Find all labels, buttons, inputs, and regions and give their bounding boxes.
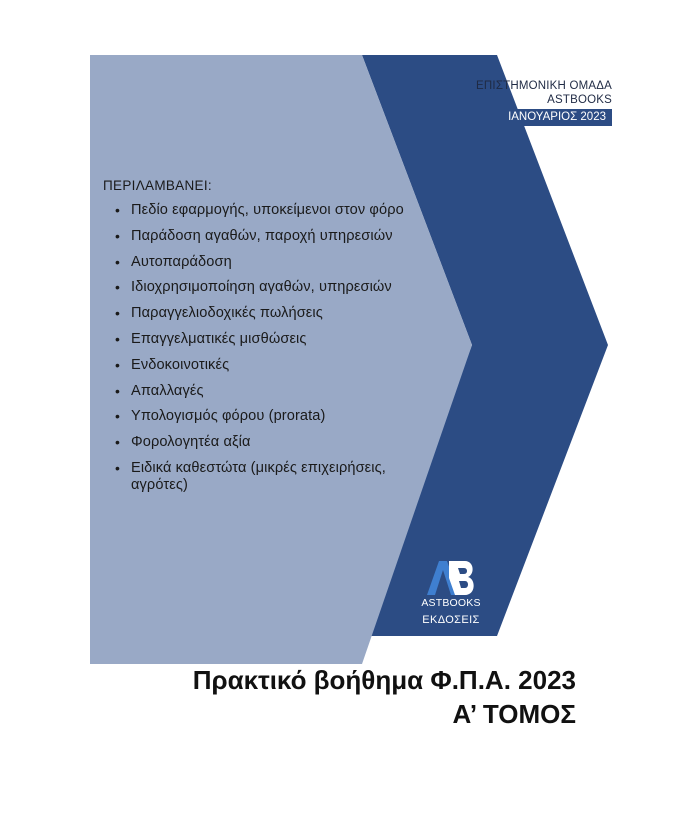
publisher-header xyxy=(400,79,612,126)
book-volume: Α’ ΤΟΜΟΣ xyxy=(452,699,576,729)
header-brand-label: ASTBOOKS xyxy=(547,94,612,106)
header-team-label: ΕΠΙΣΤΗΜΟΝΙΚΗ ΟΜΑΔΑ xyxy=(476,80,612,92)
list-item: • Αυτοπαράδοση xyxy=(131,254,413,271)
list-item: • Υπολογισμός φόρου (prorata) xyxy=(131,408,413,425)
contents-heading: ΠΕΡΙΛΑΜΒΑΝΕΙ: xyxy=(103,178,212,193)
publisher-logo xyxy=(413,560,489,628)
list-item: • Ιδιοχρησιμοποίηση αγαθών, υπηρεσιών xyxy=(131,279,413,296)
date-badge: ΙΑΝΟΥΑΡΙΟΣ 2023 xyxy=(400,109,612,126)
list-item: • Παραγγελιοδοχικές πωλήσεις xyxy=(131,305,413,322)
list-item: • Ειδικά καθεστώτα (μικρές επιχειρήσεις, αγρότες) xyxy=(131,460,413,495)
list-item: • Φορολογητέα αξία xyxy=(131,434,413,451)
list-item: • Παράδοση αγαθών, παροχή υπηρεσιών xyxy=(131,228,413,245)
list-item: • Ενδοκοινοτικές xyxy=(131,357,413,374)
list-item: • Επαγγελματικές μισθώσεις xyxy=(131,331,413,348)
ab-logo-icon xyxy=(425,560,477,596)
list-item: • Πεδίο εφαρμογής, υποκείμενοι στον φόρο xyxy=(131,202,413,219)
book-title: Πρακτικό βοήθημα Φ.Π.Α. 2023 xyxy=(192,665,576,695)
logo-wordmark: ASTBOOKS xyxy=(421,597,481,609)
logo-subtitle: ΕΚΔΟΣΕΙΣ xyxy=(413,612,489,628)
contents-list xyxy=(103,202,413,495)
contents-section xyxy=(103,178,413,503)
list-item: • Απαλλαγές xyxy=(131,383,413,400)
book-title-block xyxy=(193,663,576,731)
